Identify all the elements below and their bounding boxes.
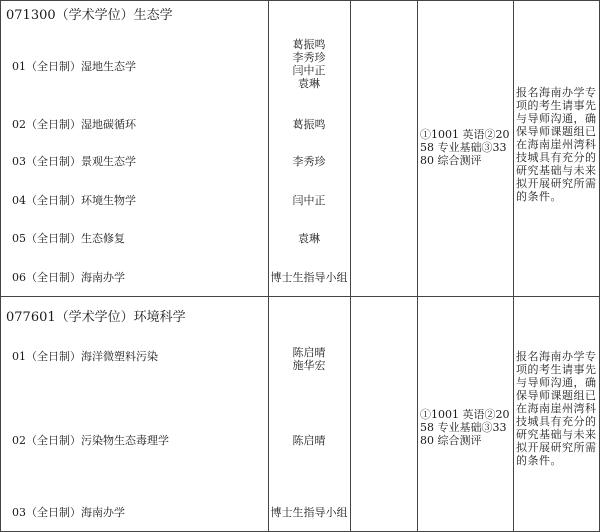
exam-subjects: ①1001 英语②2058 专业基础③3380 综合测评 — [420, 408, 510, 447]
table-border-top — [0, 0, 600, 1]
direction-label: 02（全日制）湿地碳循环 — [12, 118, 136, 131]
admission-note: 报名海南办学专项的考生请事先与导师沟通，确保导师课题组已在海南崖州湾科技城具有充分的研究基础与未来拟开展研究所需的条件。 — [516, 350, 597, 467]
exam-subjects: ①1001 英语②2058 专业基础③3380 综合测评 — [420, 128, 510, 167]
supervisor-name: 葛振鸣 — [292, 118, 326, 131]
supervisor-list — [268, 38, 350, 90]
supervisor-name: 闫中正 — [292, 64, 326, 77]
column-divider — [513, 0, 514, 532]
supervisor-name: 袁琳 — [298, 232, 320, 245]
supervisor-list — [268, 346, 350, 372]
supervisor-name: 施华宏 — [292, 359, 326, 372]
supervisor-name: 陈启晴 — [292, 346, 326, 359]
direction-label: 06（全日制）海南办学 — [12, 271, 125, 284]
supervisor-name: 博士生指导小组 — [270, 506, 348, 519]
direction-label: 04（全日制）环境生物学 — [12, 194, 136, 207]
supervisor-name: 陈启晴 — [292, 434, 326, 447]
column-divider — [417, 0, 418, 532]
section-divider — [0, 296, 600, 297]
supervisor-name: 博士生指导小组 — [270, 271, 348, 284]
column-divider — [350, 0, 351, 532]
direction-label: 03（全日制）景观生态学 — [12, 155, 136, 168]
major-title: 077601（学术学位）环境科学 — [6, 310, 186, 325]
supervisor-name: 李秀珍 — [292, 51, 326, 64]
supervisor-name: 袁琳 — [298, 77, 320, 90]
direction-label: 03（全日制）海南办学 — [12, 506, 125, 519]
supervisor-name: 李秀珍 — [292, 155, 326, 168]
supervisor-name: 闫中正 — [292, 194, 326, 207]
direction-label: 01（全日制）海洋微塑料污染 — [12, 350, 158, 363]
admission-note: 报名海南办学专项的考生请事先与导师沟通，确保导师课题组已在海南崖州湾科技城具有充分的研究基础与未来拟开展研究所需的条件。 — [516, 86, 597, 203]
table-border-left — [0, 0, 1, 532]
supervisor-name: 葛振鸣 — [292, 38, 326, 51]
direction-label: 05（全日制）生态修复 — [12, 232, 125, 245]
major-title: 071300（学术学位）生态学 — [6, 8, 173, 23]
direction-label: 01（全日制）湿地生态学 — [12, 60, 136, 73]
direction-label: 02（全日制）污染物生态毒理学 — [12, 434, 169, 447]
